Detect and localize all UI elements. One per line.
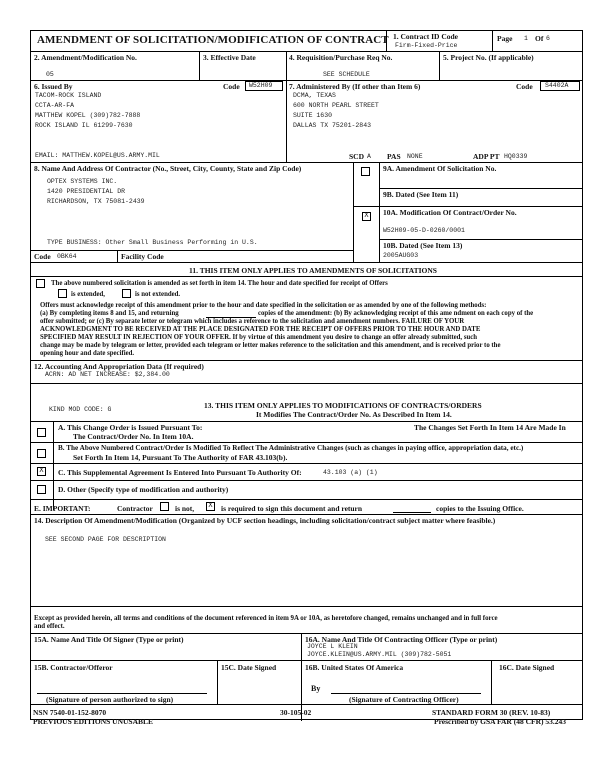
item13a-line: A. This Change Order is Issued Pursuant To: (58, 423, 203, 432)
item13-heading: 13. THIS ITEM ONLY APPLIES TO MODIFICATIONS OF CONTRACTS/ORDERS (204, 401, 482, 410)
item15c-label: 15C. Date Signed (221, 663, 277, 672)
effective-date-label: 3. Effective Date (203, 53, 256, 62)
item11-line: ACKNOWLEDGMENT TO BE RECEIVED AT THE PLACE DESIGNATED FOR THE RECEIPT OF OFFERS PRIOR TO THE HOUR AND DATE (40, 326, 481, 333)
contractor-line: OPTEX SYSTEMS INC. (47, 178, 118, 185)
contractor-line: RICHARDSON, TX 75081-2439 (47, 198, 145, 205)
item13c-value: 43.103 (a) (1) (323, 469, 378, 476)
item13d-checkbox[interactable] (37, 485, 46, 494)
contract-id-value: Firm-Fixed-Price (395, 42, 458, 49)
item13a-checkbox[interactable] (37, 428, 46, 437)
officer-signature-caption: (Signature of Contracting Officer) (349, 695, 459, 704)
item11-line: opening hour and date specified. (40, 350, 135, 357)
important-copies: copies to the Issuing Office. (436, 504, 524, 513)
administered-by-code-label: Code (516, 82, 533, 91)
item16a-label: 16A. Name And Title Of Contracting Officer (Type or print) (305, 635, 498, 644)
item14-label: 14. Description Of Amendment/Modification (Organized by UCF section headings, including solicitation/contract subject matter where feasible.) (34, 516, 496, 525)
contractor-line: 1420 PRESIDENTIAL DR (47, 188, 126, 195)
item13b-line: Set Forth In Item 14, Pursuant To The Authority of FAR 43.103(b). (73, 453, 288, 462)
item10b-label: 10B. Dated (See Item 13) (383, 241, 463, 250)
item10a-label: 10A. Modification Of Contract/Order No. (383, 208, 517, 217)
page-label: Page (497, 34, 513, 43)
footer-code: 30-105-02 (280, 708, 312, 717)
item10a-value: W52H09-05-D-0260/0001 (383, 227, 465, 234)
administered-by-line: DCMA, TEXAS (293, 92, 336, 99)
contractor-label: 8. Name And Address Of Contractor (No., Street, City, County, State and Zip Code) (34, 164, 302, 173)
issued-by-line: TACOM-ROCK ISLAND (35, 92, 102, 99)
pas-label: PAS (387, 152, 401, 161)
issued-by-line: CCTA-AR-FA (35, 102, 75, 109)
item11-line: The above numbered solicitation is amended as set forth in item 14. The hour and date specified for receipt of Offers (51, 280, 388, 287)
important-label: E. IMPORTANT: (34, 504, 91, 513)
except-line: and effect. (34, 623, 65, 630)
adp-label: ADP PT (473, 152, 500, 161)
is-not-extended-label: is not extended. (135, 291, 181, 298)
item10a-checkbox[interactable]: X (362, 212, 371, 221)
item13c-checkbox[interactable]: X (37, 467, 46, 476)
item11-line: copies of the amendment: (b) By acknowledging receipt of this ame ndment on each copy of the (258, 310, 534, 317)
item11-amended-checkbox[interactable] (36, 279, 45, 288)
footer-prescribed: Prescribed by GSA FAR (48 CFR) 53.243 (434, 717, 567, 726)
issued-by-code-value: W52H09 (249, 82, 273, 89)
contractor-code-label: Code (34, 252, 51, 261)
administered-by-line: DALLAS TX 75201-2843 (293, 122, 372, 129)
important-is-not: is not, (175, 504, 195, 513)
item15b-label: 15B. Contractor/Offeror (34, 663, 113, 672)
officer-signature-line[interactable] (331, 693, 481, 694)
issued-by-line: ROCK ISLAND IL 61299-7630 (35, 122, 133, 129)
form-title: AMENDMENT OF SOLICITATION/MODIFICATION OF CONTRACT (37, 34, 389, 46)
footer-nsn: NSN 7540-01-152-8070 (33, 708, 107, 717)
issued-by-email: EMAIL: MATTHEW.KOPEL@US.ARMY.MIL (35, 152, 160, 159)
footer-sf: STANDARD FORM 30 (REV. 10-83) (432, 708, 551, 717)
adp-value: HQ0339 (504, 153, 528, 160)
amendment-label: 2. Amendment/Modification No. (34, 53, 137, 62)
pas-value: NONE (407, 153, 423, 160)
item13a-line: The Contract/Order No. In Item 10A. (73, 432, 194, 441)
item16a-name: JOYCE L KLEIN (307, 643, 358, 650)
facility-code-label: Facility Code (121, 252, 164, 261)
item14-value: SEE SECOND PAGE FOR DESCRIPTION (45, 536, 166, 543)
item9a-label: 9A. Amendment Of Solicitation No. (383, 164, 497, 173)
item11-line: (a) By completing items 8 and 15, and returning (40, 310, 179, 317)
contractor-code-value: 0BK64 (57, 253, 77, 260)
item16b-label: 16B. United States Of America (305, 663, 404, 672)
item16c-label: 16C. Date Signed (499, 663, 555, 672)
important-is-required: is required to sign this document and return (221, 504, 363, 513)
is-not-checkbox[interactable] (160, 502, 169, 511)
item16a-contact: JOYCE.KLEIN@US.ARMY.MIL (309)782-5051 (307, 651, 452, 658)
item12-label: 12. Accounting And Appropriation Data (If required) (34, 362, 204, 371)
important-contractor: Contractor (117, 504, 153, 513)
administered-by-label: 7. Administered By (If other than Item 6) (289, 82, 421, 91)
issued-by-line: MATTHEW KOPEL (309)782-7888 (35, 112, 141, 119)
item13-subheading: It Modifies The Contract/Order No. As Described In Item 14. (256, 410, 452, 419)
contractor-signature-caption: (Signature of person authorized to sign) (46, 695, 174, 704)
item11-line: offer submitted; or (c) By separate letter or telegram which includes a reference to the solicitation and amendment numbers. FAILURE OF YOUR (40, 318, 465, 325)
item9a-checkbox[interactable] (361, 167, 370, 176)
of-label: Of (535, 34, 544, 43)
except-line: Except as provided herein, all terms and conditions of the document referenced in item 9A or 10A, as heretofore changed, remains unchanged and in full force (34, 615, 498, 622)
item11-line: SPECIFIED MAY RESULT IN REJECTION OF YOUR OFFER. If by virtue of this amendment you desire to change an offer already submitted, such (40, 334, 478, 341)
is-extended-checkbox[interactable] (58, 289, 67, 298)
item15a-label: 15A. Name And Title Of Signer (Type or print) (34, 635, 184, 644)
of-value: 6 (546, 35, 550, 42)
page-value: 1 (524, 35, 528, 42)
contractor-signature-line[interactable] (37, 693, 207, 694)
is-not-extended-checkbox[interactable] (122, 289, 131, 298)
is-required-checkbox[interactable]: X (206, 502, 215, 511)
administered-by-code-value: S4402A (545, 82, 569, 89)
kind-mod-code: KIND MOD CODE: G (49, 406, 112, 413)
item13d-line: D. Other (Specify type of modification and authority) (58, 485, 229, 494)
requisition-label: 4. Requisition/Purchase Req No. (289, 53, 393, 62)
issued-by-label: 6. Issued By (34, 82, 73, 91)
item9b-label: 9B. Dated (See Item 11) (383, 190, 459, 199)
item10b-value: 2005AUG03 (383, 252, 419, 259)
amendment-value: 05 (46, 71, 54, 78)
project-label: 5. Project No. (If applicable) (443, 53, 534, 62)
item13a-line: The Changes Set Forth In Item 14 Are Made In (414, 423, 566, 432)
scd-value: A (367, 153, 371, 160)
item12-value: ACRN: AD NET INCREASE: $2,384.00 (45, 371, 170, 378)
item11-line: Offers must acknowledge receipt of this amendment prior to the hour and date specified in the solicitation or as amended by one of the following methods: (40, 302, 487, 309)
scd-label: SCD (349, 152, 365, 161)
item13b-line: B. The Above Numbered Contract/Order Is Modified To Reflect The Administrative Changes (such as changes in paying office, appropriation data, etc.) (58, 444, 524, 452)
item13c-line: C. This Supplemental Agreement Is Entered Into Pursuant To Authority Of: (58, 468, 302, 477)
administered-by-line: SUITE 1630 (293, 112, 333, 119)
type-business: TYPE BUSINESS: Other Small Business Performing in U.S. (47, 239, 258, 246)
requisition-value: SEE SCHEDULE (323, 71, 370, 78)
by-label: By (311, 684, 321, 693)
item11-heading: 11. THIS ITEM ONLY APPLIES TO AMENDMENTS OF SOLICITATIONS (189, 266, 437, 275)
footer-prev: PREVIOUS EDITIONS UNUSABLE (33, 717, 154, 726)
is-extended-label: is extended, (71, 291, 105, 298)
item11-line: change may be made by telegram or letter, provided each telegram or letter makes reference to the solicitation and this amendment, and is received prior to the (40, 342, 501, 349)
administered-by-line: 600 NORTH PEARL STREET (293, 102, 379, 109)
issued-by-code-label: Code (223, 82, 240, 91)
sf30-form (30, 30, 583, 720)
item13b-checkbox[interactable] (37, 449, 46, 458)
contract-id-label: 1. Contract ID Code (393, 32, 458, 41)
